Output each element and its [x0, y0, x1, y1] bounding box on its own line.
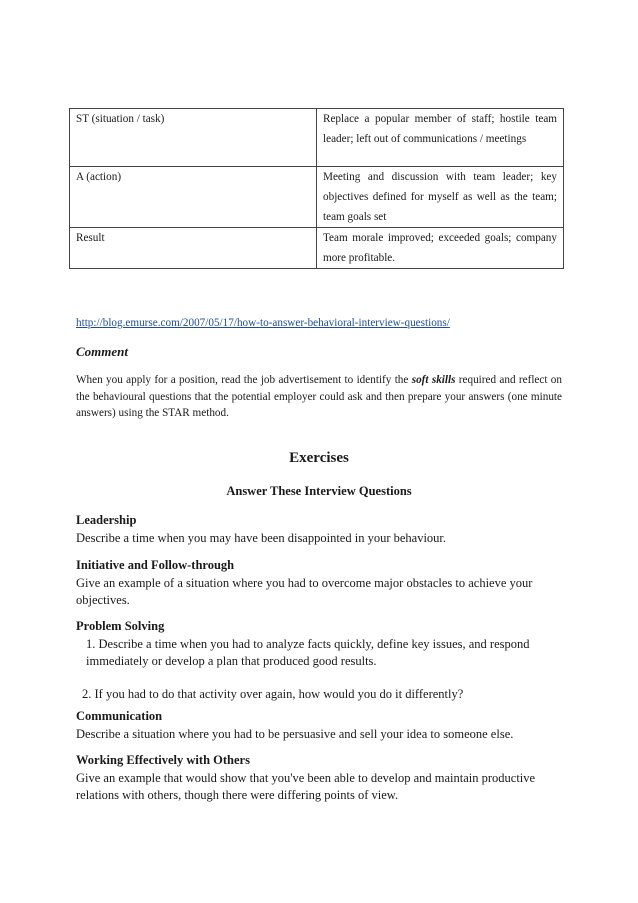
question-item: 1. Describe a time when you had to analyze facts quickly, define key issues, and respond immediately or develop a plan that produced good results. [86, 636, 530, 668]
comment-text-part: When you apply for a position, read the job advertisement to identify the [76, 374, 412, 386]
comment-text-part: required and reflect on the behavioural questions that the potential employer could ask and then prepare your answers (one minute answers) using the STAR method. [76, 374, 562, 419]
table-cell-value: Meeting and discussion with team leader; key objectives defined for myself as well as the team; team goals set [317, 167, 564, 228]
exercises-title: Exercises [289, 450, 349, 466]
table-cell-value: Team morale improved; exceeded goals; company more profitable. [317, 228, 564, 269]
table-row [70, 228, 564, 269]
comment-heading: Comment [76, 344, 129, 359]
table-cell-label: ST (situation / task) [70, 109, 317, 167]
section-heading: Initiative and Follow-through [76, 558, 235, 572]
section-text: Describe a time when you may have been disappointed in your behaviour. [76, 530, 447, 545]
table-row [70, 167, 564, 228]
section-text: Give an example that would show that you've been able to develop and maintain productive relations with others, though there were differing points of view. [76, 770, 536, 802]
table-cell-label: A (action) [70, 167, 317, 228]
section-heading: Working Effectively with Others [76, 753, 250, 767]
section-heading: Leadership [76, 513, 137, 527]
section-leadership [76, 512, 576, 547]
section-working-with-others [76, 752, 576, 805]
section-initiative [76, 557, 576, 610]
section-communication [76, 708, 576, 743]
section-heading: Problem Solving [76, 619, 165, 633]
comment-paragraph [76, 372, 562, 422]
section-heading: Communication [76, 709, 163, 723]
table-cell-value: Replace a popular member of staff; hostile team leader; left out of communications / meetings [317, 109, 564, 167]
exercises-subtitle: Answer These Interview Questions [226, 484, 412, 498]
section-text: Describe a situation where you had to be persuasive and sell your idea to someone else. [76, 726, 514, 741]
section-text: Give an example of a situation where you had to overcome major obstacles to achieve your objectives. [76, 575, 533, 607]
table-cell-label: Result [70, 228, 317, 269]
source-link[interactable]: http://blog.emurse.com/2007/05/17/how-to-answer-behavioral-interview-questions/ [76, 317, 450, 329]
question-item: 2. If you had to do that activity over again, how would you do it differently? [82, 686, 464, 701]
section-problem-solving [76, 618, 576, 703]
comment-emphasis: soft skills [411, 374, 456, 386]
star-table [69, 108, 564, 269]
table-row [70, 109, 564, 167]
